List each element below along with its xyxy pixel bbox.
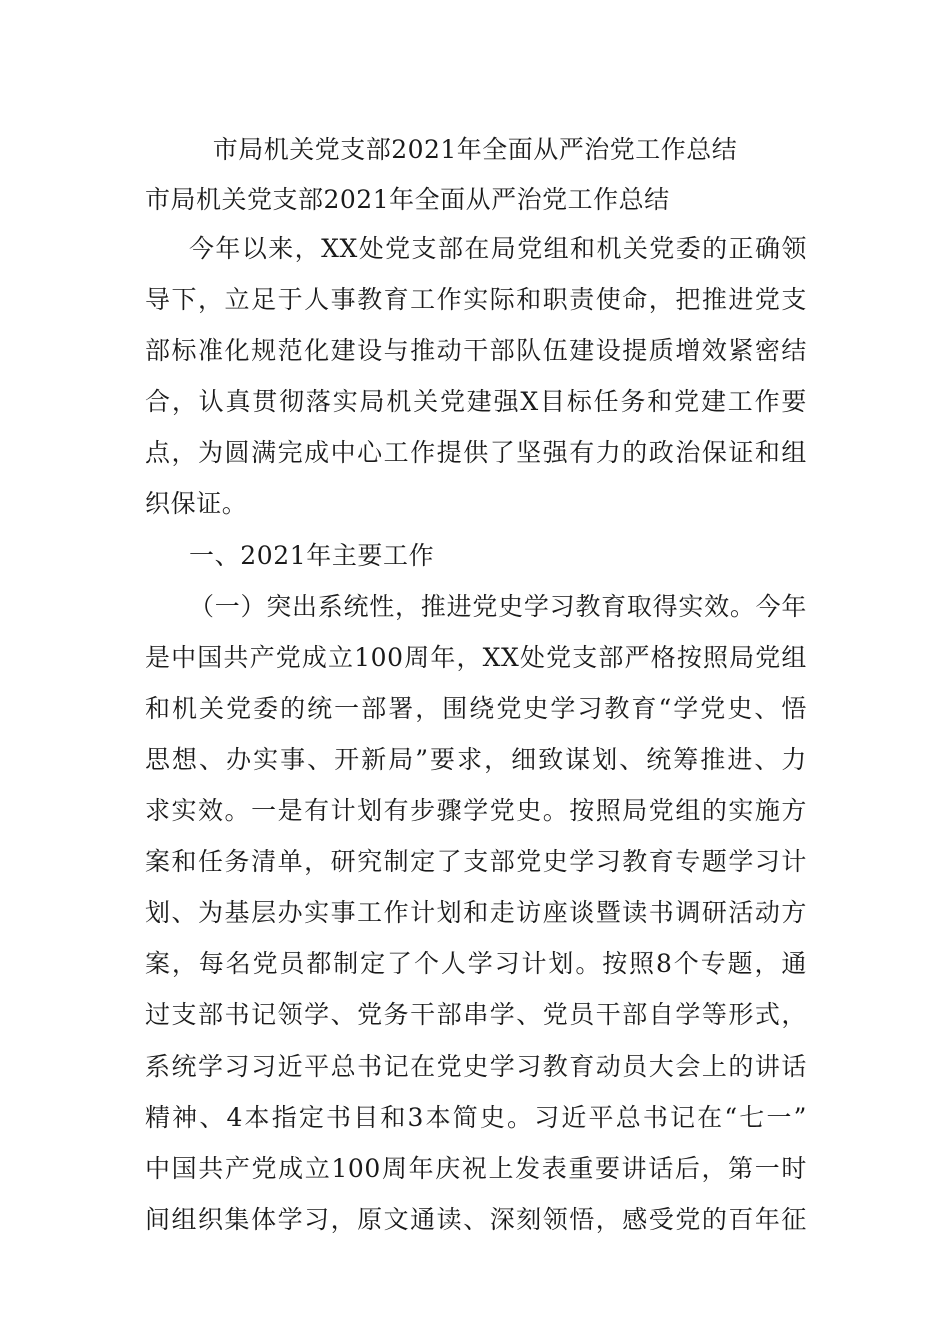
body-line: 点，为圆满完成中心工作提供了坚强有力的政治保证和组 bbox=[145, 438, 807, 468]
body-line: 案和任务清单，研究制定了支部党史学习教育专题学习计 bbox=[145, 847, 807, 877]
body-line: 织保证。 bbox=[145, 489, 248, 519]
body-line: 部标准化规范化建设与推动干部队伍建设提质增效紧密结 bbox=[145, 336, 807, 366]
body-line: 间组织集体学习，原文通读、深刻领悟，感受党的百年征 bbox=[145, 1204, 807, 1234]
body-line: 过支部书记领学、党务干部串学、党员干部自学等形式， bbox=[145, 1000, 807, 1030]
body-line: 划、为基层办实事工作计划和走访座谈暨读书调研活动方 bbox=[145, 898, 807, 928]
body-line: 一、2021年主要工作 bbox=[189, 540, 435, 570]
body-line: 思想、办实事、开新局”要求，细致谋划、统筹推进、力 bbox=[145, 744, 807, 774]
body-line: 和机关党委的统一部署，围绕党史学习教育“学党史、悟 bbox=[145, 693, 807, 723]
document-title: 市局机关党支部2021年全面从严治党工作总结 bbox=[212, 135, 738, 164]
body-line: 是中国共产党成立100周年，XX处党支部严格按照局党组 bbox=[145, 642, 807, 672]
document-subtitle: 市局机关党支部2021年全面从严治党工作总结 bbox=[145, 185, 670, 214]
body-line: （一）突出系统性，推进党史学习教育取得实效。今年 bbox=[189, 591, 807, 621]
body-line: 求实效。一是有计划有步骤学党史。按照局党组的实施方 bbox=[145, 796, 807, 826]
document-body bbox=[145, 231, 807, 1253]
body-line: 案，每名党员都制定了个人学习计划。按照8个专题，通 bbox=[145, 949, 807, 979]
body-line: 中国共产党成立100周年庆祝上发表重要讲话后，第一时 bbox=[145, 1153, 807, 1183]
body-line: 合，认真贯彻落实局机关党建强X目标任务和党建工作要 bbox=[145, 387, 807, 417]
body-line: 系统学习习近平总书记在党史学习教育动员大会上的讲话 bbox=[145, 1051, 807, 1081]
body-line: 今年以来，XX处党支部在局党组和机关党委的正确领 bbox=[189, 234, 807, 263]
body-line: 精神、4本指定书目和3本简史。习近平总书记在“七一” bbox=[145, 1102, 807, 1132]
body-line: 导下，立足于人事教育工作实际和职责使命，把推进党支 bbox=[145, 285, 807, 315]
